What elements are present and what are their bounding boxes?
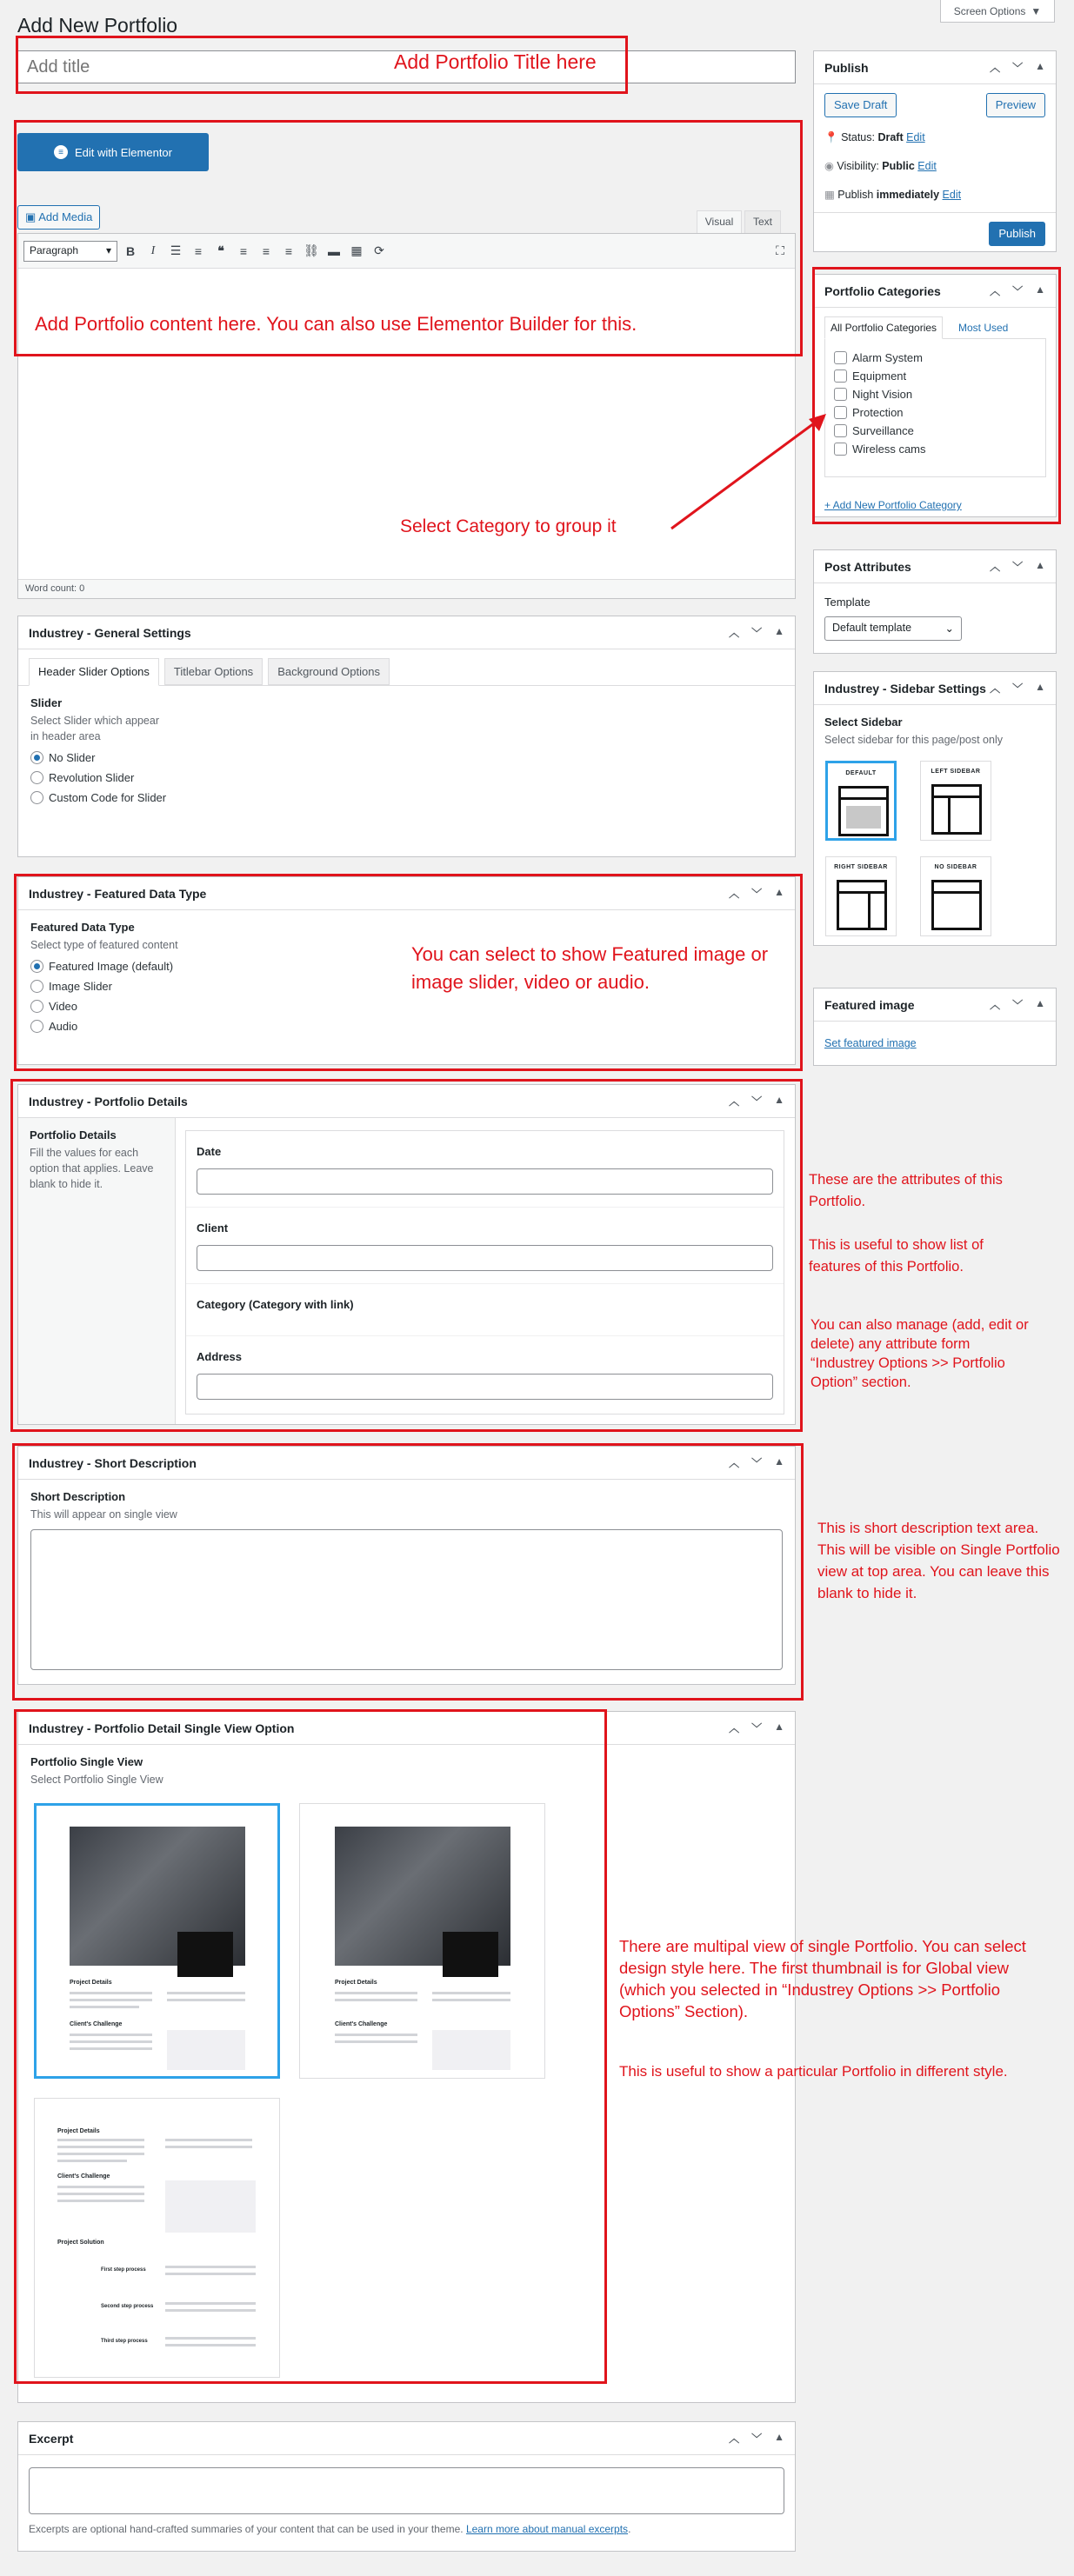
excerpt-title: Excerpt	[29, 2431, 74, 2446]
screen-options-label: Screen Options	[953, 4, 1026, 17]
sidebar-option-left[interactable]	[920, 761, 991, 841]
sidebar-option-caption: RIGHT SIDEBAR	[834, 864, 888, 870]
tab-most-used[interactable]: Most Used	[958, 322, 1009, 334]
italic-icon[interactable]: I	[150, 243, 156, 257]
radio-no-slider[interactable]	[30, 751, 783, 764]
no-sidebar-layout-icon	[931, 880, 982, 930]
annotation-box-single	[14, 1709, 607, 2384]
status-label: Status:	[841, 131, 875, 143]
category-label: Equipment	[852, 369, 907, 383]
note-title: Add Portfolio Title here	[394, 50, 597, 73]
fullscreen-icon[interactable]: ⛶	[776, 243, 784, 257]
radio-label: No Slider	[49, 751, 96, 764]
excerpt-panel: Excerpt ︿ ﹀ ▲ Excerpts are optional hand-crafted summaries of your content that can be used in your theme. Learn more about manual excerpts.	[17, 2421, 796, 2552]
link-icon[interactable]: ⛓	[304, 243, 319, 257]
move-down-icon[interactable]: ﹀	[751, 1722, 763, 1734]
general-tabs	[18, 649, 795, 686]
thumb-heading-details: Project Details	[57, 2128, 100, 2134]
template-label: Template	[824, 596, 871, 609]
publish-header	[814, 51, 1056, 84]
category-label: Protection	[852, 406, 904, 419]
collapse-icon[interactable]: ▲	[774, 1721, 784, 1733]
thumb-heading-details: Project Details	[70, 1980, 112, 1986]
sidebar-settings-header	[814, 672, 1056, 705]
collapse-icon[interactable]: ▲	[774, 1455, 784, 1468]
note-short: This is short description text area. This will be visible on Single Portfolio view at top area. You can leave this blank to hide it.	[817, 1520, 1060, 1601]
schedule-edit-link[interactable]: Edit	[942, 189, 962, 201]
visibility-label: Visibility:	[837, 160, 879, 172]
radio-label: Revolution Slider	[49, 771, 135, 784]
move-up-icon[interactable]: ︿	[990, 62, 1001, 74]
align-right-icon[interactable]: ≡	[284, 243, 293, 258]
tab-all-categories[interactable]: All Portfolio Categories	[824, 316, 943, 339]
caret-down-icon: ▼	[1031, 4, 1042, 17]
media-icon: ▣	[25, 210, 37, 223]
featured-image-header	[814, 988, 1056, 1022]
collapse-icon[interactable]: ▲	[1035, 283, 1045, 296]
excerpt-learn-more-link[interactable]: Learn more about manual excerpts	[465, 2523, 629, 2535]
sidebar-option-caption: NO SIDEBAR	[934, 864, 977, 870]
excerpt-textarea[interactable]	[29, 2467, 784, 2514]
eye-icon: ◉	[824, 160, 834, 172]
pin-icon: 📍	[824, 131, 838, 143]
single-view-title: Industrey - Portfolio Detail Single View Option	[29, 1721, 295, 1735]
publish-title: Publish	[824, 60, 869, 75]
visibility-edit-link[interactable]: Edit	[917, 160, 937, 172]
schedule-label: Publish	[837, 189, 874, 201]
slider-desc: Select Slider which appear in header area	[30, 715, 159, 742]
collapse-icon[interactable]: ▲	[1035, 60, 1045, 72]
right-sidebar-layout-icon	[837, 880, 887, 930]
page-title: Add New Portfolio	[17, 14, 178, 37]
move-down-icon[interactable]: ﹀	[1012, 999, 1024, 1011]
thumb-heading-solution: Project Solution	[57, 2240, 104, 2246]
select-sidebar-label: Select Sidebar	[824, 716, 903, 729]
publish-button[interactable]: Publish	[989, 222, 1045, 246]
move-down-icon[interactable]: ﹀	[751, 1095, 763, 1108]
move-up-icon[interactable]: ︿	[990, 682, 1001, 695]
radio-label: Video	[49, 1000, 78, 1013]
tab-header-slider[interactable]: Header Slider Options	[29, 658, 159, 686]
field-address-label: Address	[197, 1350, 243, 1363]
read-more-icon[interactable]: ▬	[328, 243, 340, 258]
excerpt-header	[18, 2422, 795, 2455]
radio-custom-code[interactable]	[30, 791, 170, 809]
thumb-heading-details: Project Details	[335, 1980, 377, 1986]
blockquote-icon[interactable]: ❝	[217, 243, 224, 257]
tab-background[interactable]: Background Options	[268, 658, 390, 685]
move-up-icon[interactable]: ︿	[729, 1722, 740, 1734]
note-featured: You can select to show Featured image or image slider, video or audio.	[411, 943, 769, 993]
thumb-heading-challenge: Client's Challenge	[70, 2021, 123, 2027]
post-attributes-panel	[813, 549, 1057, 654]
calendar-icon: ▦	[824, 189, 835, 201]
move-up-icon[interactable]: ︿	[729, 1457, 740, 1469]
featured-type-label: Featured Data Type	[30, 921, 135, 934]
category-label: Surveillance	[852, 424, 914, 437]
note-attr-3: You can also manage (add, edit or delete) any attribute form “Industrey Options >> Portfolio Option” section.	[811, 1317, 1029, 1390]
move-down-icon[interactable]: ﹀	[1012, 62, 1024, 74]
annotation-box-details	[10, 1079, 803, 1432]
status-row	[824, 131, 925, 144]
elementor-label: Edit with Elementor	[75, 145, 172, 159]
elementor-icon: ≡	[54, 145, 68, 159]
featured-image-panel	[813, 988, 1057, 1066]
tab-text[interactable]: Text	[744, 210, 781, 233]
select-sidebar-desc: Select sidebar for this page/post only	[824, 734, 1003, 746]
schedule-value: immediately	[876, 189, 940, 201]
general-settings-title: Industrey - General Settings	[29, 625, 191, 640]
note-single-1: There are multipal view of single Portfolio. You can select design style here. The first thumbnail is for Global view (which you selected in “Industrey Options >> Portfolio Options” Section).	[619, 1937, 1026, 2020]
general-settings-panel	[17, 616, 796, 857]
categories-title: Portfolio Categories	[824, 283, 941, 298]
category-label: Night Vision	[852, 388, 913, 401]
format-value: Paragraph	[30, 243, 79, 256]
note-content: Add Portfolio content here. You can also use Elementor Builder for this.	[35, 313, 637, 335]
radio-revolution[interactable]	[30, 771, 783, 784]
move-down-icon[interactable]: ﹀	[1012, 561, 1024, 573]
note-attr-1: These are the attributes of this Portfolio.	[809, 1172, 1003, 1209]
chevron-down-icon: ⌄	[944, 622, 954, 635]
sidebar-settings-title: Industrey - Sidebar Settings	[824, 681, 986, 696]
thumb-step-1: First step process	[101, 2267, 146, 2273]
visibility-value: Public	[882, 160, 915, 172]
portfolio-details-label: Portfolio Details	[30, 1128, 117, 1142]
numbered-list-icon[interactable]: ≡	[194, 243, 203, 258]
annotation-box-short	[12, 1443, 804, 1701]
align-center-icon[interactable]: ≡	[262, 243, 270, 258]
word-count: Word count: 0	[18, 579, 795, 598]
chevron-down-icon: ▾	[105, 243, 111, 256]
collapse-icon[interactable]: ▲	[1035, 681, 1045, 693]
radio-label: Custom Code for Slider	[49, 791, 167, 804]
move-down-icon[interactable]: ﹀	[1012, 682, 1024, 695]
tab-visual[interactable]: Visual	[697, 210, 742, 233]
thumb-step-3: Third step process	[101, 2339, 148, 2344]
add-media-label: Add Media	[38, 210, 93, 223]
move-up-icon[interactable]: ︿	[990, 285, 1001, 297]
featured-image-title: Featured image	[824, 997, 915, 1012]
post-attributes-title: Post Attributes	[824, 559, 911, 574]
bold-icon[interactable]: B	[125, 243, 136, 258]
excerpt-desc: Excerpts are optional hand-crafted summaries of your content that can be used in your theme.	[29, 2523, 464, 2535]
field-date-label: Date	[197, 1145, 222, 1158]
move-up-icon[interactable]: ︿	[729, 888, 740, 900]
short-desc-title: Industrey - Short Description	[29, 1455, 197, 1470]
collapse-icon[interactable]: ▲	[1035, 559, 1045, 571]
preview-button[interactable]: Preview	[986, 93, 1045, 117]
collapse-icon[interactable]: ▲	[1035, 997, 1045, 1009]
add-new-category-link[interactable]: + Add New Portfolio Category	[824, 499, 962, 511]
collapse-icon[interactable]: ▲	[774, 625, 784, 637]
radio-label: Image Slider	[49, 980, 112, 993]
portfolio-details-title: Industrey - Portfolio Details	[29, 1094, 188, 1108]
move-down-icon[interactable]: ﹀	[1012, 285, 1024, 297]
set-featured-image-link[interactable]: Set featured image	[824, 1037, 917, 1049]
featured-type-desc: Select type of featured content	[30, 939, 178, 951]
thumb-heading-challenge: Client's Challenge	[335, 2021, 388, 2027]
radio-label: Featured Image (default)	[49, 960, 174, 973]
note-single-2: This is useful to show a particular Portfolio in different style.	[619, 2063, 1008, 2080]
featured-type-title: Industrey - Featured Data Type	[29, 886, 207, 901]
screen-options-button[interactable]	[940, 0, 1055, 23]
move-up-icon[interactable]: ︿	[990, 999, 1001, 1011]
move-up-icon[interactable]: ︿	[729, 2433, 740, 2445]
sidebar-option-caption: DEFAULT	[845, 770, 877, 776]
radio-icon[interactable]	[30, 791, 43, 804]
toolbar-toggle-icon[interactable]: ▦	[350, 243, 363, 257]
template-select[interactable]	[824, 616, 962, 641]
annotation-box-categories	[812, 267, 1061, 524]
move-up-icon[interactable]: ︿	[729, 1095, 740, 1108]
field-category-label: Category (Category with link)	[197, 1298, 354, 1311]
template-value: Default template	[832, 622, 912, 634]
default-layout-icon	[838, 786, 889, 836]
portfolio-details-desc: Fill the values for each option that applies. Leave blank to hide it.	[30, 1147, 154, 1190]
move-up-icon[interactable]: ︿	[990, 561, 1001, 573]
category-label: Wireless cams	[852, 443, 926, 456]
save-draft-button[interactable]: Save Draft	[824, 93, 897, 117]
sidebar-settings-panel	[813, 671, 1057, 946]
slider-label: Slider	[30, 696, 63, 709]
publish-panel	[813, 50, 1057, 252]
single-view-desc: Select Portfolio Single View	[30, 1774, 163, 1786]
schedule-row	[824, 188, 961, 201]
sidebar-option-default[interactable]	[825, 761, 897, 841]
thumb-heading-challenge: Client's Challenge	[57, 2173, 110, 2180]
note-category: Select Category to group it	[400, 516, 617, 536]
visibility-row	[824, 159, 937, 172]
move-down-icon[interactable]: ﹀	[751, 888, 763, 900]
collapse-icon[interactable]: ▲	[774, 2431, 784, 2443]
tab-titlebar[interactable]: Titlebar Options	[164, 658, 263, 685]
post-attributes-header	[814, 550, 1056, 583]
short-desc-label: Short Description	[30, 1490, 126, 1503]
collapse-icon[interactable]: ▲	[774, 886, 784, 898]
refresh-icon[interactable]: ⟳	[374, 243, 384, 257]
radio-icon[interactable]	[30, 771, 43, 784]
move-down-icon[interactable]: ﹀	[751, 2433, 763, 2445]
note-attr-2: This is useful to show list of features of this Portfolio.	[809, 1237, 984, 1275]
bullet-list-icon[interactable]: ☰	[170, 243, 182, 257]
collapse-icon[interactable]: ▲	[774, 1094, 784, 1106]
field-client-label: Client	[197, 1221, 229, 1235]
thumb-step-2: Second step process	[101, 2304, 154, 2309]
annotation-arrow	[661, 409, 835, 539]
sidebar-option-caption: LEFT SIDEBAR	[931, 769, 981, 775]
align-left-icon[interactable]: ≡	[239, 243, 248, 258]
left-sidebar-layout-icon	[931, 784, 982, 835]
single-view-label: Portfolio Single View	[30, 1755, 143, 1768]
move-down-icon[interactable]: ﹀	[751, 1457, 763, 1469]
short-desc-desc: This will appear on single view	[30, 1508, 177, 1521]
general-settings-header	[18, 616, 795, 649]
radio-icon[interactable]	[30, 751, 43, 764]
category-label: Alarm System	[852, 351, 923, 364]
radio-label: Audio	[49, 1020, 78, 1033]
sidebar-option-none[interactable]	[920, 856, 991, 936]
status-edit-link[interactable]: Edit	[906, 131, 925, 143]
move-up-icon[interactable]: ︿	[729, 627, 740, 639]
move-down-icon[interactable]: ﹀	[751, 627, 763, 639]
status-value: Draft	[877, 131, 904, 143]
sidebar-option-right[interactable]	[825, 856, 897, 936]
